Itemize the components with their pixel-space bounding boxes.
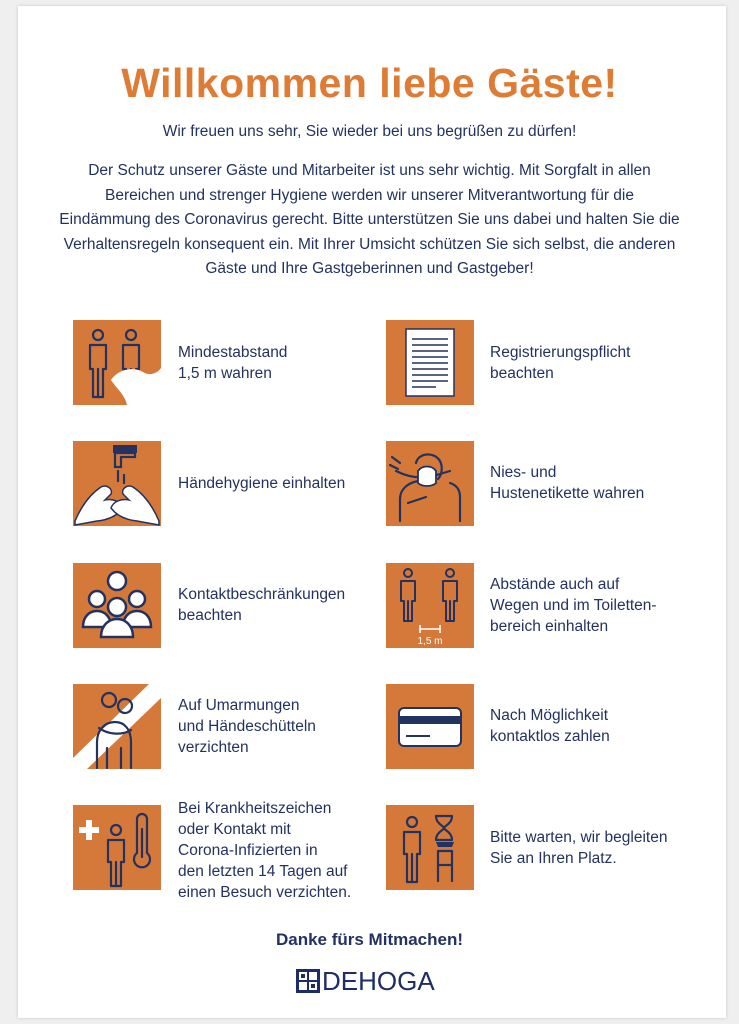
dehoga-logo — [296, 967, 435, 995]
contactless-card-icon — [386, 684, 474, 769]
illness-thermometer-icon — [73, 805, 161, 890]
rule-label: Bitte warten, wir begleiten Sie an Ihren Platz. — [490, 829, 668, 867]
rule-label: Nies- und Hustenetikette wahren — [490, 464, 645, 502]
rule-label: Registrierungspflicht beachten — [490, 344, 631, 382]
rule-label: Auf Umarmungen und Händeschütteln verzichten — [178, 697, 316, 756]
poster-title: Willkommen liebe Gäste! — [121, 60, 618, 106]
brand-name: DEHOGA — [322, 966, 435, 996]
sneeze-elbow-icon — [386, 441, 474, 526]
hand-washing-icon — [73, 441, 161, 526]
no-hugging-icon — [73, 684, 161, 769]
rule-label: Kontaktbeschränkungen beachten — [178, 586, 346, 624]
welcome-line: Wir freuen uns sehr, Sie wieder bei uns begrüßen zu dürfen! — [162, 123, 577, 140]
walkway-distance-icon — [386, 563, 474, 648]
rule-label: Nach Möglichkeit kontaktlos zahlen — [490, 707, 610, 745]
rule-label: Bei Krankheitszeichen oder Kontakt mit Corona-Infizierten in den letzten 14 Tagen auf einen Besuch verzichten. — [178, 800, 352, 901]
dehoga-logo-icon — [296, 969, 320, 993]
thanks-message: Danke fürs Mitmachen! — [275, 930, 464, 949]
distance-people-icon — [73, 320, 161, 405]
group-contact-icon — [73, 563, 161, 648]
distance-marker-label: 1,5 m — [417, 636, 443, 647]
wait-to-be-seated-icon — [386, 805, 474, 890]
intro-paragraph: Der Schutz unserer Gäste und Mitarbeiter ist uns sehr wichtig. Mit Sorgfalt in allen Bereichen und strenger Hygiene werden wir unserer Mitverantwortung für die Eindämmung des Coronavirus gerecht. Bitte unterstützen Sie uns dabei und halten Sie die Verhaltensregeln konsequent ein. Mit Ihrer Umsicht schützen Sie sich selbst, die anderen Gäste und Ihre Gastgeberinnen und Gastgeber! — [59, 162, 680, 278]
rule-label: Mindestabstand 1,5 m wahren — [178, 344, 288, 382]
rule-label: Abstände auch auf Wegen und im Toiletten- bereich einhalten — [490, 576, 657, 635]
registration-form-icon — [386, 320, 474, 405]
rule-label: Händehygiene einhalten — [178, 475, 346, 492]
